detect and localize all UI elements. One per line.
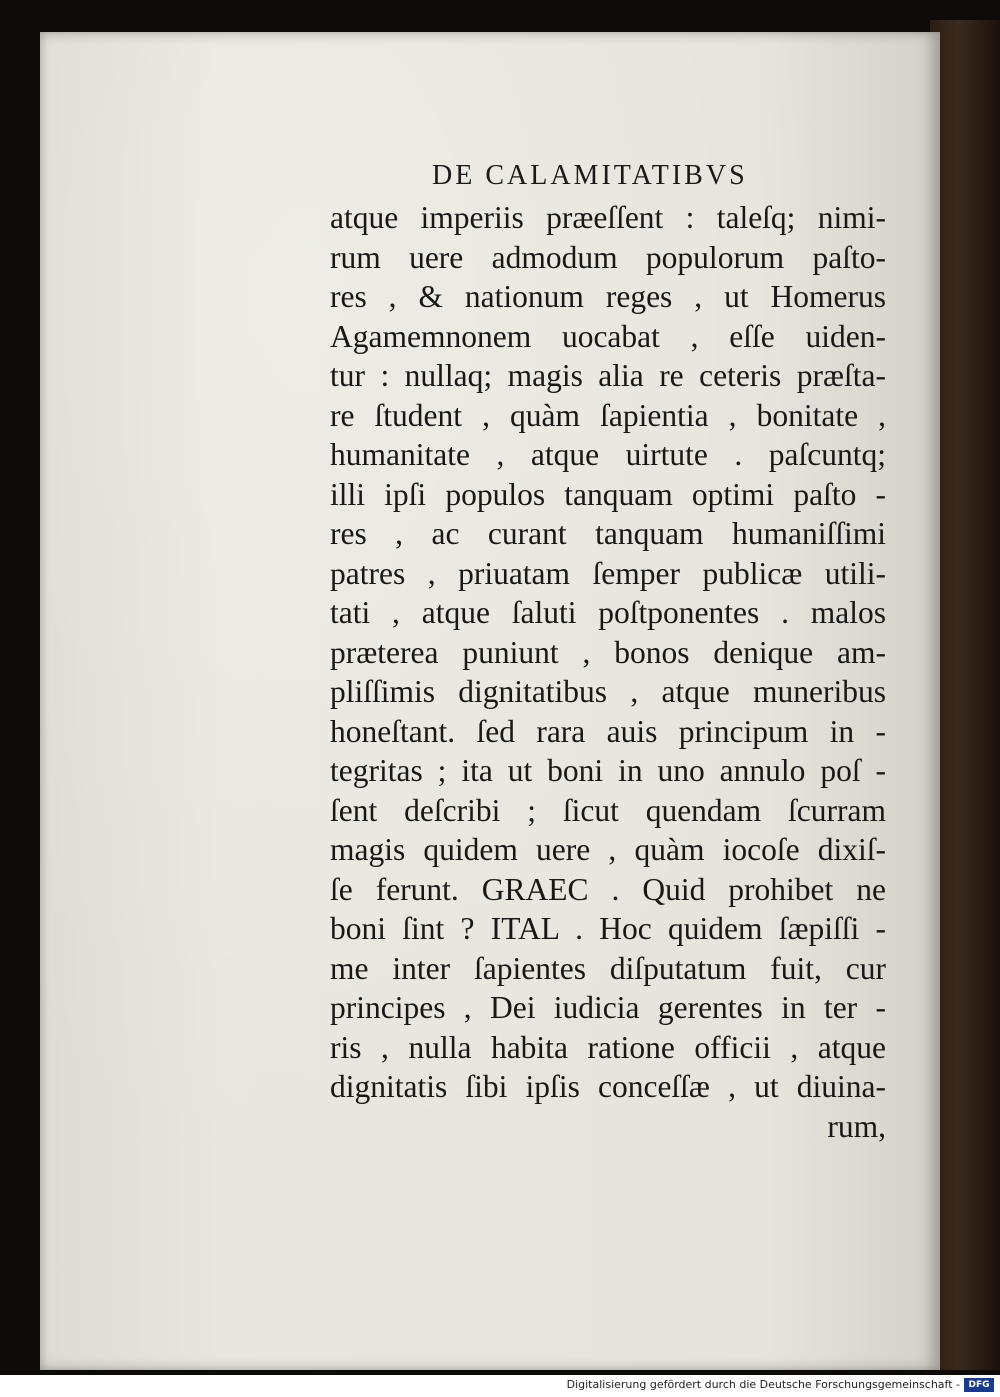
text-line: re ſtudent , quàm ſapientia , bonitate , [330, 397, 886, 433]
text-line: atque imperiis præeſſent : taleſq; nimi- [330, 200, 886, 235]
text-line: magis quidem uere , quàm iocoſe dixiſ- [330, 832, 886, 867]
text-line: rum uere admodum populorum paſto- [330, 239, 886, 275]
catchword: rum, [827, 1108, 886, 1144]
text-line: patres , priuatam ſemper publicæ utili- [330, 555, 886, 591]
text-line: pliſſimis dignitatibus , atque muneribus [330, 674, 886, 709]
text-line: tegritas ; ita ut boni in uno annulo poſ - [330, 753, 886, 788]
text-line: ris , nulla habita ratione officii , atque [330, 1029, 886, 1065]
text-line: honeſtant. ſed rara auis principum in - [330, 713, 886, 749]
text-line: præterea puniunt , bonos denique am- [330, 634, 886, 670]
body-text [330, 198, 886, 1146]
text-line: res , & nationum reges , ut Homerus [330, 279, 886, 314]
text-line: boni ſint ? ITAL . Hoc quidem ſæpiſſi - [330, 911, 886, 946]
text-line: ſe ferunt. GRAEC . Quid prohibet ne [330, 871, 886, 907]
text-line: ſent deſcribi ; ſicut quendam ſcurram [330, 792, 886, 828]
text-line: dignitatis ſibi ipſis conceſſæ , ut diuina- [330, 1069, 886, 1104]
text-line: me inter ſapientes diſputatum fuit, cur [330, 950, 886, 986]
text-line: res , ac curant tanquam humaniſſimi [330, 516, 886, 551]
footer-bar [0, 1375, 1000, 1397]
text-line: principes , Dei iudicia gerentes in ter - [330, 990, 886, 1025]
book-spine-edge [930, 20, 1000, 1370]
running-head: DE CALAMITATIBVS [432, 160, 748, 191]
text-line: Agamemnonem uocabat , eſſe uiden- [330, 318, 886, 354]
text-line: tati , atque ſaluti poſtponentes . malos [330, 595, 886, 630]
text-line: humanitate , atque uirtute . paſcuntq; [330, 437, 886, 472]
footer-credit: Digitalisierung gefördert durch die Deutsche Forschungsgemeinschaft - [566, 1378, 960, 1391]
text-line: tur : nullaq; magis alia re ceteris præſta- [330, 358, 886, 393]
text-line: illi ipſi populos tanquam optimi paſto - [330, 476, 886, 512]
dfg-logo: DFG [964, 1378, 994, 1392]
